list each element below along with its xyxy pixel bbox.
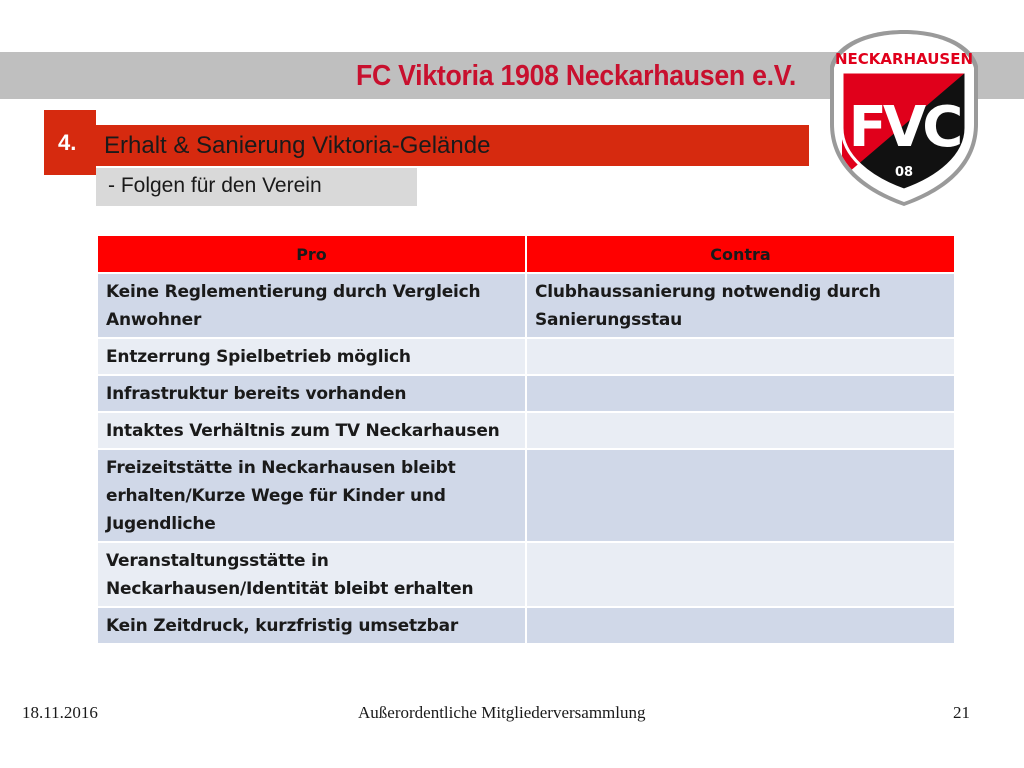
section-subtitle-bar — [96, 168, 417, 206]
org-title: FC Viktoria 1908 Neckarhausen e.V. — [356, 60, 796, 92]
table-row — [97, 412, 955, 449]
section-title-bar — [96, 125, 809, 166]
section-title: Erhalt & Sanierung Viktoria-Gelände — [104, 132, 491, 159]
pro-contra-table — [96, 234, 956, 645]
header-contra: Contra — [526, 235, 955, 273]
cell-contra — [526, 338, 955, 375]
cell-contra: Clubhaussanierung notwendig durch Sanierungsstau — [526, 273, 955, 338]
cell-contra — [526, 607, 955, 644]
cell-pro: Infrastruktur bereits vorhanden — [97, 375, 526, 412]
cell-contra — [526, 375, 955, 412]
section-subtitle: - Folgen für den Verein — [108, 174, 322, 197]
table-row — [97, 542, 955, 607]
footer-page-number: 21 — [953, 703, 970, 722]
cell-pro: Kein Zeitdruck, kurzfristig umsetzbar — [97, 607, 526, 644]
table-row — [97, 449, 955, 542]
table-row — [97, 273, 955, 338]
header-pro: Pro — [97, 235, 526, 273]
section-number-box — [44, 110, 96, 175]
table-row — [97, 607, 955, 644]
cell-pro: Veranstaltungsstätte in Neckarhausen/Identität bleibt erhalten — [97, 542, 526, 607]
club-logo-icon — [828, 28, 980, 206]
cell-contra — [526, 542, 955, 607]
cell-contra — [526, 449, 955, 542]
cell-pro: Intaktes Verhältnis zum TV Neckarhausen — [97, 412, 526, 449]
logo-top-text: NECKARHAUSEN — [834, 50, 974, 68]
logo-number: 08 — [894, 165, 914, 180]
table-header-row — [97, 235, 955, 273]
section-number: 4. — [58, 130, 77, 155]
logo-letters: FVC — [848, 95, 960, 160]
cell-pro: Freizeitstätte in Neckarhausen bleibt erhalten/Kurze Wege für Kinder und Jugendliche — [97, 449, 526, 542]
table-row — [97, 338, 955, 375]
table-row — [97, 375, 955, 412]
footer-event: Außerordentliche Mitgliederversammlung — [358, 703, 646, 722]
footer-date: 18.11.2016 — [22, 703, 98, 722]
cell-pro: Entzerrung Spielbetrieb möglich — [97, 338, 526, 375]
cell-pro: Keine Reglementierung durch Vergleich Anwohner — [97, 273, 526, 338]
cell-contra — [526, 412, 955, 449]
